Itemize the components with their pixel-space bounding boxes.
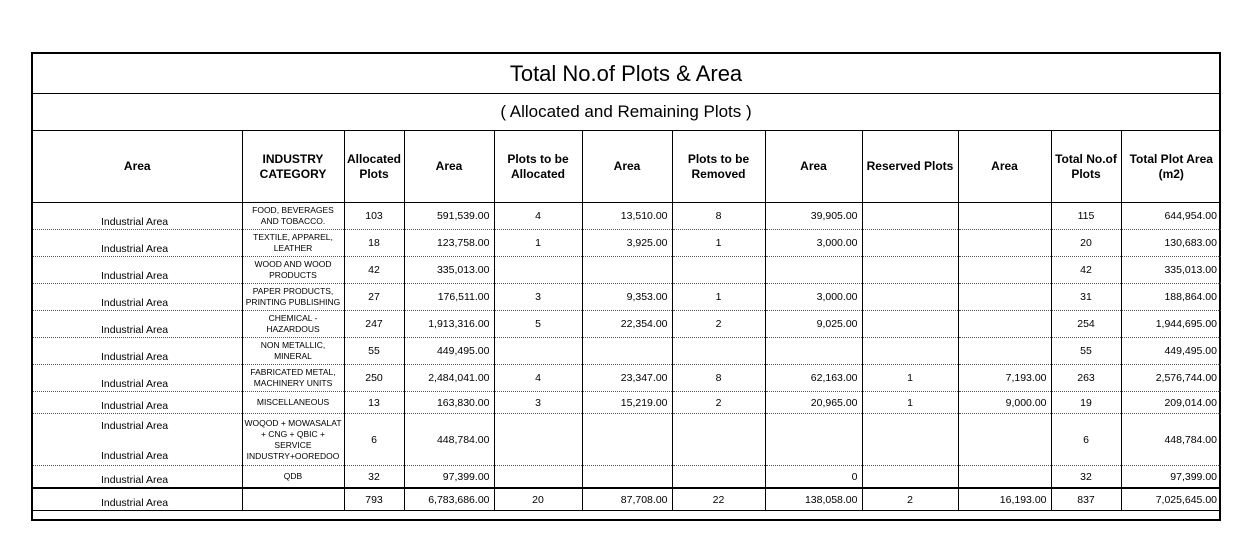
row-total-area: 2,576,744.00 xyxy=(1121,365,1221,392)
row-reserved-area xyxy=(958,230,1051,257)
totals-to-allocate-area: 87,708.00 xyxy=(582,488,672,511)
table-row xyxy=(33,466,1221,489)
row-to-remove-area: 0 xyxy=(765,466,862,489)
row-to-remove xyxy=(672,257,765,284)
totals-reserved-area: 16,193.00 xyxy=(958,488,1051,511)
totals-total-area: 7,025,645.00 xyxy=(1121,488,1221,511)
row-reserved: 1 xyxy=(862,365,958,392)
header-row xyxy=(33,131,1221,203)
totals-category xyxy=(242,488,344,511)
row-to-allocate-area xyxy=(582,466,672,489)
row-allocated-area: 97,399.00 xyxy=(404,466,494,489)
table-row xyxy=(33,203,1221,230)
row-allocated-area: 176,511.00 xyxy=(404,284,494,311)
row-allocated: 27 xyxy=(344,284,404,311)
row-area-line: Industrial Area xyxy=(101,450,169,462)
row-to-remove: 2 xyxy=(672,392,765,414)
row-to-allocate-area xyxy=(582,338,672,365)
row-reserved-area xyxy=(958,203,1051,230)
row-reserved-area xyxy=(958,257,1051,284)
row-to-allocate xyxy=(494,338,582,365)
table-row xyxy=(33,365,1221,392)
row-to-remove xyxy=(672,414,765,466)
row-category: QDB xyxy=(242,466,344,489)
row-category: PAPER PRODUCTS, PRINTING PUBLISHING xyxy=(242,284,344,311)
row-to-remove-area: 9,025.00 xyxy=(765,311,862,338)
row-reserved xyxy=(862,230,958,257)
totals-row xyxy=(33,488,1221,511)
row-allocated: 55 xyxy=(344,338,404,365)
row-category: MISCELLANEOUS xyxy=(242,392,344,414)
table-row xyxy=(33,284,1221,311)
row-total: 254 xyxy=(1051,311,1121,338)
row-reserved xyxy=(862,284,958,311)
row-allocated-area: 2,484,041.00 xyxy=(404,365,494,392)
row-to-allocate-area: 9,353.00 xyxy=(582,284,672,311)
row-total-area: 449,495.00 xyxy=(1121,338,1221,365)
row-reserved-area xyxy=(958,466,1051,489)
row-category: NON METALLIC, MINERAL xyxy=(242,338,344,365)
row-reserved-area: 9,000.00 xyxy=(958,392,1051,414)
row-to-allocate-area xyxy=(582,257,672,284)
sheet-title: Total No.of Plots & Area xyxy=(33,54,1219,94)
header-total-plots: Total No.of Plots xyxy=(1051,131,1121,203)
row-total-area: 448,784.00 xyxy=(1121,414,1221,466)
header-area: Area xyxy=(123,159,151,173)
row-to-remove: 1 xyxy=(672,230,765,257)
header-allocated-area: Area xyxy=(404,131,494,203)
row-reserved-area xyxy=(958,284,1051,311)
sheet-subtitle: ( Allocated and Remaining Plots ) xyxy=(33,94,1219,131)
row-to-allocate-area: 15,219.00 xyxy=(582,392,672,414)
row-to-allocate: 4 xyxy=(494,203,582,230)
row-to-remove: 2 xyxy=(672,311,765,338)
row-total: 6 xyxy=(1051,414,1121,466)
row-allocated: 32 xyxy=(344,466,404,489)
row-total-area: 335,013.00 xyxy=(1121,257,1221,284)
row-total: 263 xyxy=(1051,365,1121,392)
row-to-remove-area xyxy=(765,257,862,284)
row-allocated-area: 123,758.00 xyxy=(404,230,494,257)
row-to-allocate: 5 xyxy=(494,311,582,338)
row-allocated-area: 1,913,316.00 xyxy=(404,311,494,338)
row-to-allocate-area: 13,510.00 xyxy=(582,203,672,230)
row-total-area: 130,683.00 xyxy=(1121,230,1221,257)
row-to-allocate: 3 xyxy=(494,392,582,414)
header-to-allocate-area: Area xyxy=(582,131,672,203)
row-area: Industrial Area xyxy=(33,203,242,230)
row-reserved xyxy=(862,257,958,284)
row-reserved xyxy=(862,466,958,489)
row-allocated-area: 163,830.00 xyxy=(404,392,494,414)
row-area: Industrial Area xyxy=(33,257,242,284)
row-total-area: 644,954.00 xyxy=(1121,203,1221,230)
row-area: Industrial Area xyxy=(33,311,242,338)
row-area: Industrial Area xyxy=(33,284,242,311)
row-to-remove-area: 62,163.00 xyxy=(765,365,862,392)
row-total: 42 xyxy=(1051,257,1121,284)
row-allocated-area: 335,013.00 xyxy=(404,257,494,284)
row-to-remove: 8 xyxy=(672,365,765,392)
header-to-remove-area: Area xyxy=(765,131,862,203)
row-to-allocate xyxy=(494,257,582,284)
header-reserved-area: Area xyxy=(958,131,1051,203)
totals-allocated: 793 xyxy=(344,488,404,511)
row-reserved xyxy=(862,203,958,230)
row-reserved xyxy=(862,338,958,365)
row-area: Industrial Area xyxy=(33,338,242,365)
row-total: 55 xyxy=(1051,338,1121,365)
row-reserved-area xyxy=(958,338,1051,365)
row-total-area: 97,399.00 xyxy=(1121,466,1221,489)
row-to-allocate: 1 xyxy=(494,230,582,257)
table-row xyxy=(33,392,1221,414)
row-to-allocate xyxy=(494,466,582,489)
row-allocated-area: 448,784.00 xyxy=(404,414,494,466)
row-to-allocate xyxy=(494,414,582,466)
row-category: FOOD, BEVERAGES AND TOBACCO. xyxy=(242,203,344,230)
row-allocated: 250 xyxy=(344,365,404,392)
row-reserved: 1 xyxy=(862,392,958,414)
row-area xyxy=(33,414,242,466)
row-to-allocate: 3 xyxy=(494,284,582,311)
row-to-remove xyxy=(672,466,765,489)
row-total-area: 1,944,695.00 xyxy=(1121,311,1221,338)
row-allocated: 103 xyxy=(344,203,404,230)
row-to-allocate: 4 xyxy=(494,365,582,392)
row-to-allocate-area: 23,347.00 xyxy=(582,365,672,392)
row-allocated: 13 xyxy=(344,392,404,414)
totals-allocated-area: 6,783,686.00 xyxy=(404,488,494,511)
row-total: 31 xyxy=(1051,284,1121,311)
table-row xyxy=(33,230,1221,257)
row-to-remove-area xyxy=(765,338,862,365)
plots-sheet xyxy=(31,52,1221,521)
row-to-remove-area: 39,905.00 xyxy=(765,203,862,230)
row-allocated: 18 xyxy=(344,230,404,257)
row-to-remove-area: 3,000.00 xyxy=(765,284,862,311)
row-area-line: Industrial Area xyxy=(101,420,169,432)
row-allocated-area: 591,539.00 xyxy=(404,203,494,230)
plots-table xyxy=(33,131,1221,511)
row-allocated-area: 449,495.00 xyxy=(404,338,494,365)
row-allocated: 42 xyxy=(344,257,404,284)
row-area: Industrial Area xyxy=(33,365,242,392)
row-total-area: 188,864.00 xyxy=(1121,284,1221,311)
row-allocated: 247 xyxy=(344,311,404,338)
row-area: Industrial Area xyxy=(33,466,242,489)
row-allocated: 6 xyxy=(344,414,404,466)
row-reserved-area xyxy=(958,414,1051,466)
row-to-allocate-area: 22,354.00 xyxy=(582,311,672,338)
row-to-remove-area: 20,965.00 xyxy=(765,392,862,414)
totals-to-remove-area: 138,058.00 xyxy=(765,488,862,511)
table-row xyxy=(33,338,1221,365)
header-reserved-plots: Reserved Plots xyxy=(862,131,958,203)
row-to-allocate-area: 3,925.00 xyxy=(582,230,672,257)
row-to-remove xyxy=(672,338,765,365)
row-reserved-area: 7,193.00 xyxy=(958,365,1051,392)
row-to-remove-area xyxy=(765,414,862,466)
row-total: 20 xyxy=(1051,230,1121,257)
row-to-allocate-area xyxy=(582,414,672,466)
totals-area: Industrial Area xyxy=(33,488,242,511)
row-reserved-area xyxy=(958,311,1051,338)
row-to-remove: 1 xyxy=(672,284,765,311)
table-row xyxy=(33,311,1221,338)
row-total-area: 209,014.00 xyxy=(1121,392,1221,414)
row-category: FABRICATED METAL, MACHINERY UNITS xyxy=(242,365,344,392)
totals-to-remove: 22 xyxy=(672,488,765,511)
totals-total: 837 xyxy=(1051,488,1121,511)
row-category: CHEMICAL - HAZARDOUS xyxy=(242,311,344,338)
row-total: 115 xyxy=(1051,203,1121,230)
row-total: 19 xyxy=(1051,392,1121,414)
row-total: 32 xyxy=(1051,466,1121,489)
row-to-remove: 8 xyxy=(672,203,765,230)
header-allocated-plots: Allocated Plots xyxy=(344,131,404,203)
row-category: TEXTILE, APPAREL, LEATHER xyxy=(242,230,344,257)
header-plots-to-be-removed: Plots to be Removed xyxy=(672,131,765,203)
table-row xyxy=(33,414,1221,466)
row-reserved xyxy=(862,414,958,466)
header-total-plot-area: Total Plot Area (m2) xyxy=(1121,131,1221,203)
row-area: Industrial Area xyxy=(33,392,242,414)
header-industry-category: INDUSTRY CATEGORY xyxy=(242,131,344,203)
totals-reserved: 2 xyxy=(862,488,958,511)
row-area: Industrial Area xyxy=(33,230,242,257)
header-plots-to-be-allocated: Plots to be Allocated xyxy=(494,131,582,203)
totals-to-allocate: 20 xyxy=(494,488,582,511)
row-reserved xyxy=(862,311,958,338)
row-to-remove-area: 3,000.00 xyxy=(765,230,862,257)
table-row xyxy=(33,257,1221,284)
row-category: WOOD AND WOOD PRODUCTS xyxy=(242,257,344,284)
row-category: WOQOD + MOWASALAT + CNG + QBIC + SERVICE INDUSTRY+OOREDOO xyxy=(242,414,344,466)
